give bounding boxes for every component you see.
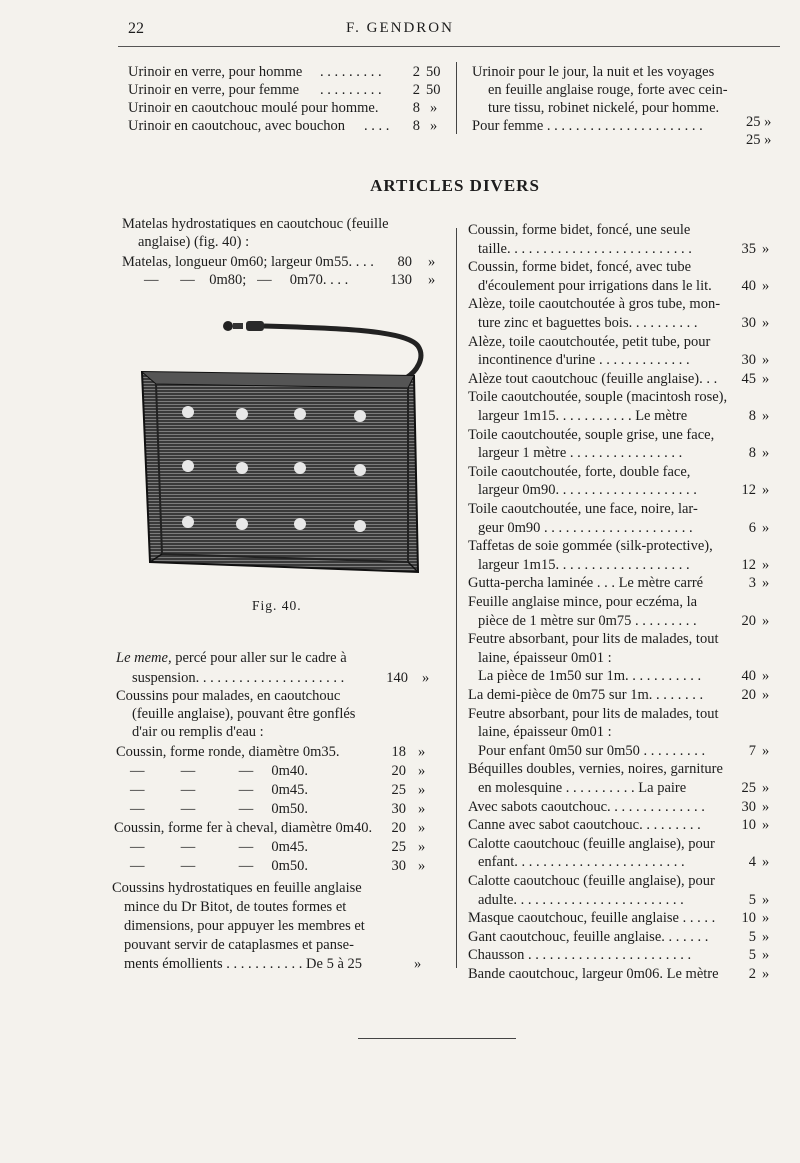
- list-item: [114, 820, 426, 837]
- item-label: Avec sabots caoutchouc. . . . . . . . . . . . . .: [468, 798, 705, 815]
- item-price: 80: [397, 254, 412, 270]
- item-label: — — 0m80; — 0m70. . . .: [144, 272, 349, 288]
- tube: [264, 326, 421, 378]
- item-unit: »: [762, 966, 770, 982]
- text-line: [468, 706, 718, 723]
- item-label: Urinoir en caoutchouc, avec bouchon: [128, 118, 346, 134]
- price-cell: [746, 132, 771, 149]
- item-price: 20: [741, 612, 756, 629]
- list-item: [468, 799, 705, 816]
- item-price: 140: [386, 670, 408, 686]
- text-line: ments émollients . . . . . . . . . . . De 5 à 25: [124, 956, 363, 972]
- item-unit: »: [762, 742, 770, 759]
- item-price: 6: [748, 519, 756, 536]
- price-cell: [746, 114, 771, 131]
- item-unit: »: [762, 687, 770, 703]
- list-item: [478, 445, 682, 462]
- item-price: 10: [741, 910, 756, 927]
- item-unit: »: [762, 370, 770, 387]
- item-unit: »: [430, 100, 438, 116]
- item-price: 35: [741, 240, 756, 257]
- text-line: ture tissu, robinet nickelé, pour homme.: [488, 100, 720, 116]
- text-line: [468, 464, 690, 481]
- item-label: suspension. . . . . . . . . . . . . . . . . . . . .: [132, 670, 345, 686]
- item-unit: »: [762, 240, 770, 257]
- item-cents: 50: [426, 64, 441, 80]
- item-unit: »: [430, 118, 438, 134]
- item-unit: »: [762, 854, 770, 871]
- item-unit: »: [762, 556, 770, 573]
- list-item: [130, 858, 426, 875]
- item-price: 2: [412, 82, 420, 98]
- item-label: Matelas, longueur 0m60; largeur 0m55. . . .: [122, 254, 374, 270]
- list-item: [468, 910, 715, 927]
- leader-dots: . . . . . . . . .: [320, 64, 382, 80]
- item-label: Coussin, forme bidet, foncé, avec tube: [468, 259, 692, 276]
- item-price: 5: [748, 891, 756, 908]
- text-line: [468, 538, 713, 555]
- list-item: [468, 817, 701, 834]
- valve-icon: [223, 321, 264, 331]
- item-unit: »: [762, 817, 770, 834]
- list-item: [478, 668, 701, 685]
- item-price: 20: [391, 820, 406, 836]
- text-line: Pour femme . . . . . . . . . . . . . . . . . . . . . .: [472, 118, 703, 134]
- item-label: — — — 0m40.: [130, 763, 309, 779]
- item-price: 25: [391, 782, 406, 798]
- text-line: [116, 650, 347, 667]
- item-label: largeur 1 mètre . . . . . . . . . . . . . . . .: [478, 445, 683, 462]
- item-label: largeur 0m90. . . . . . . . . . . . . . . . . . . .: [478, 482, 697, 499]
- item-price: 20: [741, 687, 756, 703]
- item-price: 12: [741, 482, 756, 499]
- item-label: largeur 1m15. . . . . . . . . . . . . . . . . . .: [478, 556, 690, 573]
- item-price: 10: [741, 817, 756, 834]
- item-unit: »: [762, 277, 770, 294]
- item-label: taille. . . . . . . . . . . . . . . . . . . . . . . . . .: [478, 240, 692, 257]
- text-line: [478, 724, 612, 741]
- item-unit: »: [418, 782, 426, 798]
- list-item: [478, 352, 690, 369]
- item-unit: »: [418, 744, 426, 760]
- text-line: [468, 836, 715, 853]
- text-line: [468, 259, 691, 276]
- item-unit: »: [762, 352, 770, 369]
- item-unit: »: [762, 798, 770, 815]
- item-price: 5: [748, 928, 756, 945]
- item-price: 3: [748, 575, 756, 592]
- item-label: Toile caoutchoutée, souple grise, une face,: [468, 426, 715, 443]
- item-unit: »: [418, 820, 426, 836]
- list-item: [130, 801, 426, 818]
- item-label: laine, épaisseur 0m01 :: [478, 649, 612, 666]
- item-unit: »: [762, 910, 770, 927]
- item-price: 2: [412, 64, 420, 80]
- list-item: [130, 782, 426, 799]
- item-price: 5: [748, 947, 756, 964]
- item-price: 4: [748, 854, 756, 871]
- text-line: en feuille anglaise rouge, forte avec cein-: [488, 82, 728, 98]
- item-label: Chausson . . . . . . . . . . . . . . . . . . . . . . .: [468, 947, 692, 964]
- item-price: 130: [390, 272, 412, 288]
- running-title: F. GENDRON: [346, 20, 454, 36]
- item-price: 18: [391, 744, 406, 760]
- text-span: percé pour aller sur le cadre à: [171, 650, 347, 666]
- item-unit: »: [762, 928, 770, 945]
- list-item: [130, 839, 426, 856]
- item-label: adulte. . . . . . . . . . . . . . . . . . . . . . . .: [478, 891, 684, 908]
- item-label: Feutre absorbant, pour lits de malades, tout: [468, 631, 719, 648]
- text-line: [478, 650, 612, 667]
- item-label: Alèze tout caoutchouc (feuille anglaise). . .: [468, 370, 718, 387]
- column-rule: [456, 228, 457, 968]
- text-line: [468, 873, 715, 890]
- text-line: (feuille anglaise), pouvant être gonflés: [132, 706, 356, 722]
- item-unit: »: [762, 575, 770, 592]
- leader-dots: . . . . . . . . .: [320, 82, 382, 98]
- item-label: largeur 1m15. . . . . . . . . . . Le mètre: [478, 408, 688, 424]
- item-label: Calotte caoutchouc (feuille anglaise), pour: [468, 873, 715, 889]
- item-unit: »: [764, 114, 772, 130]
- item-price: 8: [412, 100, 420, 116]
- item-price: 30: [391, 801, 406, 817]
- item-unit: »: [762, 482, 770, 499]
- item-label: enfant. . . . . . . . . . . . . . . . . . . . . . . .: [478, 854, 685, 871]
- item-label: La pièce de 1m50 sur 1m. . . . . . . . . . .: [478, 668, 702, 685]
- header-rule: [118, 46, 780, 47]
- list-item: [478, 241, 692, 258]
- list-item: [478, 278, 712, 295]
- item-label: geur 0m90 . . . . . . . . . . . . . . . . . . . . .: [478, 519, 693, 536]
- item-price: 25: [741, 780, 756, 796]
- item-unit: »: [762, 519, 770, 536]
- item-cents: 50: [426, 82, 441, 98]
- item-unit: »: [762, 612, 770, 629]
- list-item: [478, 520, 693, 537]
- text-line: [468, 501, 698, 518]
- text-line: anglaise) (fig. 40) :: [138, 234, 250, 250]
- item-price: 25: [391, 839, 406, 855]
- text-line: Coussins hydrostatiques en feuille anglaise: [112, 880, 362, 896]
- section-title: ARTICLES DIVERS: [370, 176, 540, 195]
- item-unit: »: [428, 254, 436, 270]
- item-price: 40: [741, 277, 756, 294]
- list-item: [468, 575, 703, 592]
- item-unit: »: [418, 801, 426, 817]
- item-label: Toile caoutchoutée, souple (macintosh rose),: [468, 389, 728, 406]
- list-item: [468, 371, 717, 388]
- list-item: [468, 687, 703, 704]
- item-price: 2: [748, 966, 756, 982]
- item-label: Gant caoutchouc, feuille anglaise. . . . . . .: [468, 928, 709, 945]
- item-label: Coussin, forme ronde, diamètre 0m35.: [116, 744, 340, 760]
- list-item: [144, 272, 444, 289]
- list-item: [468, 947, 691, 964]
- item-label: Canne avec sabot caoutchouc. . . . . . . . .: [468, 817, 701, 834]
- item-label: Bande caoutchouc, largeur 0m06. Le mètre: [468, 966, 719, 982]
- list-item: [122, 254, 442, 271]
- item-unit: »: [764, 132, 772, 148]
- item-label: Feutre absorbant, pour lits de malades, tout: [468, 705, 719, 722]
- item-price: 12: [741, 556, 756, 573]
- item-label: pièce de 1 mètre sur 0m75 . . . . . . . . .: [478, 612, 697, 629]
- item-price: 40: [741, 668, 756, 685]
- item-unit: »: [762, 668, 770, 685]
- item-unit: »: [414, 956, 422, 972]
- item-label: Toile caoutchoutée, forte, double face,: [468, 463, 691, 480]
- item-label: Alèze, toile caoutchoutée, petit tube, pour: [468, 333, 711, 350]
- text-line: Matelas hydrostatiques en caoutchouc (feuille: [122, 216, 389, 232]
- text-line: [468, 594, 697, 611]
- item-unit: »: [418, 858, 426, 874]
- text-line: d'air ou remplis d'eau :: [132, 724, 264, 740]
- item-label: — — — 0m50.: [130, 801, 309, 817]
- item-unit: »: [762, 780, 770, 796]
- item-unit: »: [418, 763, 426, 779]
- mattress-illustration: [136, 310, 426, 580]
- item-unit: »: [422, 670, 430, 686]
- item-unit: »: [428, 272, 436, 288]
- item-price: 7: [748, 742, 756, 759]
- item-label: Urinoir en caoutchouc moulé pour homme.: [128, 100, 379, 116]
- text-line: Urinoir pour le jour, la nuit et les voyages: [472, 64, 715, 80]
- text-line: [468, 389, 727, 406]
- item-price: 30: [741, 315, 756, 331]
- column-rule: [456, 62, 457, 134]
- list-item: [478, 780, 686, 797]
- item-price: 45: [741, 370, 756, 387]
- item-price: 25: [746, 114, 761, 130]
- item-label: incontinence d'urine . . . . . . . . . . . . .: [478, 352, 690, 369]
- mattress-body: [142, 372, 418, 572]
- item-label: laine, épaisseur 0m01 :: [478, 724, 612, 741]
- list-item: [478, 854, 685, 871]
- text-line: [468, 761, 723, 778]
- item-label: La demi-pièce de 0m75 sur 1m. . . . . . . .: [468, 687, 704, 703]
- text-line: mince du Dr Bitot, de toutes formes et: [124, 899, 347, 915]
- list-item: [478, 743, 705, 760]
- item-label: Pour enfant 0m50 sur 0m50 . . . . . . . . .: [478, 742, 706, 759]
- item-unit: »: [762, 891, 770, 908]
- item-price: 30: [391, 858, 406, 874]
- item-price: 25: [746, 132, 761, 148]
- item-unit: »: [418, 839, 426, 855]
- text-line: dimensions, pour appuyer les membres et: [124, 918, 365, 934]
- item-label: — — — 0m50.: [130, 858, 309, 874]
- footer-rule: [358, 1038, 516, 1039]
- text-line: [468, 334, 710, 351]
- item-label: Béquilles doubles, vernies, noires, garniture: [468, 761, 723, 778]
- item-unit: »: [762, 445, 770, 462]
- item-label: Masque caoutchouc, feuille anglaise . . . . .: [468, 910, 716, 927]
- item-label: Calotte caoutchouc (feuille anglaise), pour: [468, 835, 715, 852]
- item-label: Alèze, toile caoutchoutée à gros tube, mon-: [468, 296, 721, 313]
- list-item: [116, 744, 426, 761]
- leader-dots: . . . .: [364, 118, 390, 134]
- italic-text: Le meme,: [116, 650, 172, 666]
- item-unit: »: [762, 315, 770, 331]
- item-label: Coussin, forme fer à cheval, diamètre 0m40.: [114, 820, 373, 836]
- list-item: [468, 966, 719, 983]
- item-unit: »: [762, 947, 770, 964]
- item-price: 8: [748, 445, 756, 462]
- text-line: [468, 222, 690, 239]
- text-line: [468, 631, 718, 648]
- item-label: Feuille anglaise mince, pour eczéma, la: [468, 594, 698, 610]
- item-label: Urinoir en verre, pour homme: [128, 64, 303, 80]
- item-label: ture zinc et baguettes bois. . . . . . . . . .: [478, 315, 698, 331]
- item-label: en molesquine . . . . . . . . . . La paire: [478, 780, 687, 796]
- item-price: 20: [391, 763, 406, 779]
- text-line: [468, 296, 720, 313]
- item-price: 8: [412, 118, 420, 134]
- page-number: 22: [128, 20, 144, 37]
- list-item: [478, 408, 687, 425]
- list-item: [130, 763, 426, 780]
- list-item: [478, 557, 690, 574]
- item-label: Toile caoutchoutée, une face, noire, lar-: [468, 501, 698, 517]
- item-price: 30: [741, 352, 756, 369]
- item-label: — — — 0m45.: [130, 782, 309, 798]
- figure-caption: Fig. 40.: [252, 598, 302, 613]
- list-item: [478, 315, 697, 332]
- item-price: 30: [741, 798, 756, 815]
- item-label: d'écoulement pour irrigations dans le lit.: [478, 277, 712, 294]
- list-item: [478, 892, 684, 909]
- item-label: Gutta-percha laminée . . . Le mètre carré: [468, 575, 704, 592]
- list-item: [478, 482, 697, 499]
- text-line: [468, 427, 714, 444]
- item-label: Taffetas de soie gommée (silk-protective),: [468, 538, 713, 555]
- item-label: Coussin, forme bidet, foncé, une seule: [468, 222, 691, 238]
- list-item: [478, 613, 697, 630]
- list-item: [132, 670, 432, 687]
- text-line: Coussins pour malades, en caoutchouc: [116, 688, 341, 704]
- item-label: Urinoir en verre, pour femme: [128, 82, 300, 98]
- item-price: 8: [748, 408, 756, 424]
- item-unit: »: [762, 408, 770, 424]
- list-item: [468, 929, 708, 946]
- text-line: pouvant servir de cataplasmes et panse-: [124, 937, 354, 953]
- item-label: — — — 0m45.: [130, 839, 309, 855]
